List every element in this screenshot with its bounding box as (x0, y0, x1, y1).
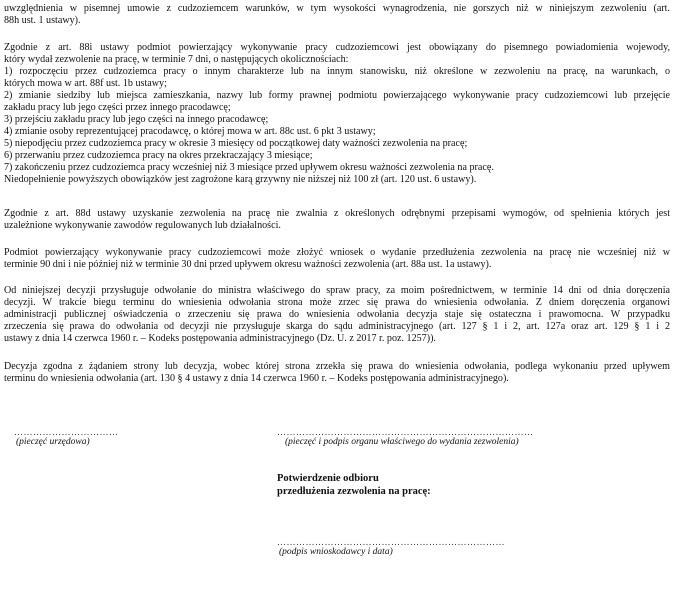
text-line: uwzględnienia w pisemnej umowie z cudzoziemcem warunków, w tym wysokości wynagrodzenia, nie gorszych niż w niniejszym zezwoleniu (art. (4, 3, 670, 14)
text-line: ustawy z dnia 14 czerwca 1960 r. – Kodeks postępowania administracyjnego (Dz. U. z 2017 r. poz. 1257)). (4, 333, 436, 344)
receipt-subtitle: przedłużenia zezwolenia na pracę: (277, 486, 431, 497)
text-line: Decyzja zgodna z żądaniem strony lub decyzja, wobec której strona zrzekła się prawa do wniesienia odwołania, podlega wykonaniu przed upływem (4, 361, 670, 372)
text-line: uzależnione wykonywanie zawodów regulowanych lub działalności. (4, 220, 281, 231)
text-line: terminie 90 dni i nie później niż w terminie 30 dni przed upływem okresu ważności zezwolenia (art. 88a ust. 1a ustawy). (4, 259, 492, 270)
text-line: Od niniejszej decyzji przysługuje odwołanie do ministra właściwego do spraw pracy, za moim pośrednictwem, w terminie 14 dni od dnia doręczenia (4, 285, 670, 296)
applicant-signature-line: ……………………………………………………………… (277, 537, 505, 547)
text-line: Podmiot powierzający wykonywanie pracy cudzoziemcowi może złożyć wniosek o wydanie przedłużenia zezwolenia na pracę nie wcześniej niż w (4, 247, 670, 258)
list-item: 5) niepodjęciu przez cudzoziemca pracy w okresie 3 miesięcy od początkowej daty ważności zezwolenia na pracę; (4, 138, 468, 149)
text-line: który wydał zezwolenie na pracę, w terminie 7 dni, o następujących okolicznościach: (4, 54, 349, 65)
authority-signature-line: ……………………………………………………………………… (277, 427, 534, 437)
paragraph-remuneration-terms (4, 3, 670, 27)
receipt-title: Potwierdzenie odbioru (277, 473, 379, 484)
list-item: 1) rozpoczęciu przez cudzoziemca pracy o innym charakterze lub na innym stanowisku, niż określone w zezwoleniu na pracę, na warunkach, o (4, 66, 670, 77)
paragraph-other-requirements (4, 208, 670, 232)
text-line: 88h ust. 1 ustawy). (4, 15, 81, 26)
list-item: 7) zakończeniu przez cudzoziemca pracy wcześniej niż 3 miesiące przed upływem okresu ważności zezwolenia na pracę. (4, 162, 494, 173)
stamp-signature-line: …………………………… (14, 427, 119, 437)
text-line: Niedopełnienie powyższych obowiązków jest zagrożone karą grzywny nie niższej niż 100 zł (art. 120 ust. 6 ustawy). (4, 174, 477, 185)
text-line: terminu do wniesienia odwołania (art. 130 § 4 ustawy z dnia 14 czerwca 1960 r. – Kodeks postępowania administracyjnego). (4, 373, 509, 384)
list-item: 3) przejściu zakładu pracy lub jego części na innego pracodawcę; (4, 114, 269, 125)
list-item: 2) zmianie siedziby lub miejsca zamieszkania, nazwy lub formy prawnej podmiotu powierzającego wykonywanie pracy cudzoziemcowi lub przejęcie (4, 90, 670, 101)
authority-signature-label: (pieczęć i podpis organu właściwego do wydania zezwolenia) (285, 437, 519, 447)
text-line: których mowa w art. 88f ust. 1b ustawy; (4, 78, 167, 89)
text-line: zrzeczenia się prawa do odwołania od decyzji nie przysługuje skarga do sądu administracyjnego (art. 127 § 1 i 2, art. 127a oraz art. 129 § 1 i 2 (4, 321, 670, 332)
text-line: administracji publicznej oświadczenia o zrzeczeniu się prawa do wniesienia odwołania decyzja staje się ostateczna i prawomocna. W przypadku (4, 309, 670, 320)
text-line: Zgodnie z art. 88i ustawy podmiot powierzający wykonywanie pracy cudzoziemcowi jest obowiązany do pisemnego powiadomienia wojewody, (4, 42, 670, 53)
text-line: zakładu pracy lub jego części przez innego pracodawcę; (4, 102, 231, 113)
list-item: 4) zmianie osoby reprezentującej pracodawcę, o której mowa w art. 88c ust. 6 pkt 3 ustawy; (4, 126, 376, 137)
paragraph-extension-application (4, 247, 670, 271)
list-item: 6) przerwaniu przez cudzoziemca pracy na okres przekraczający 3 miesiące; (4, 150, 313, 161)
text-line: Zgodnie z art. 88d ustawy uzyskanie zezwolenia na pracę nie zwalnia z określonych odrębnymi przepisami wymogów, od spełnienia których jest (4, 208, 670, 219)
text-line: decyzji. W trakcie biegu terminu do wniesienia odwołania strona może zrzec się prawa do wniesienia odwołania. Z dniem doręczenia organowi (4, 297, 670, 308)
paragraph-appeal-instructions (4, 285, 670, 345)
paragraph-notification-duties (4, 42, 670, 186)
paragraph-execution-before-deadline (4, 361, 670, 385)
applicant-signature-label: (podpis wnioskodawcy i data) (279, 547, 393, 557)
stamp-label: (pieczęć urzędowa) (16, 437, 90, 447)
